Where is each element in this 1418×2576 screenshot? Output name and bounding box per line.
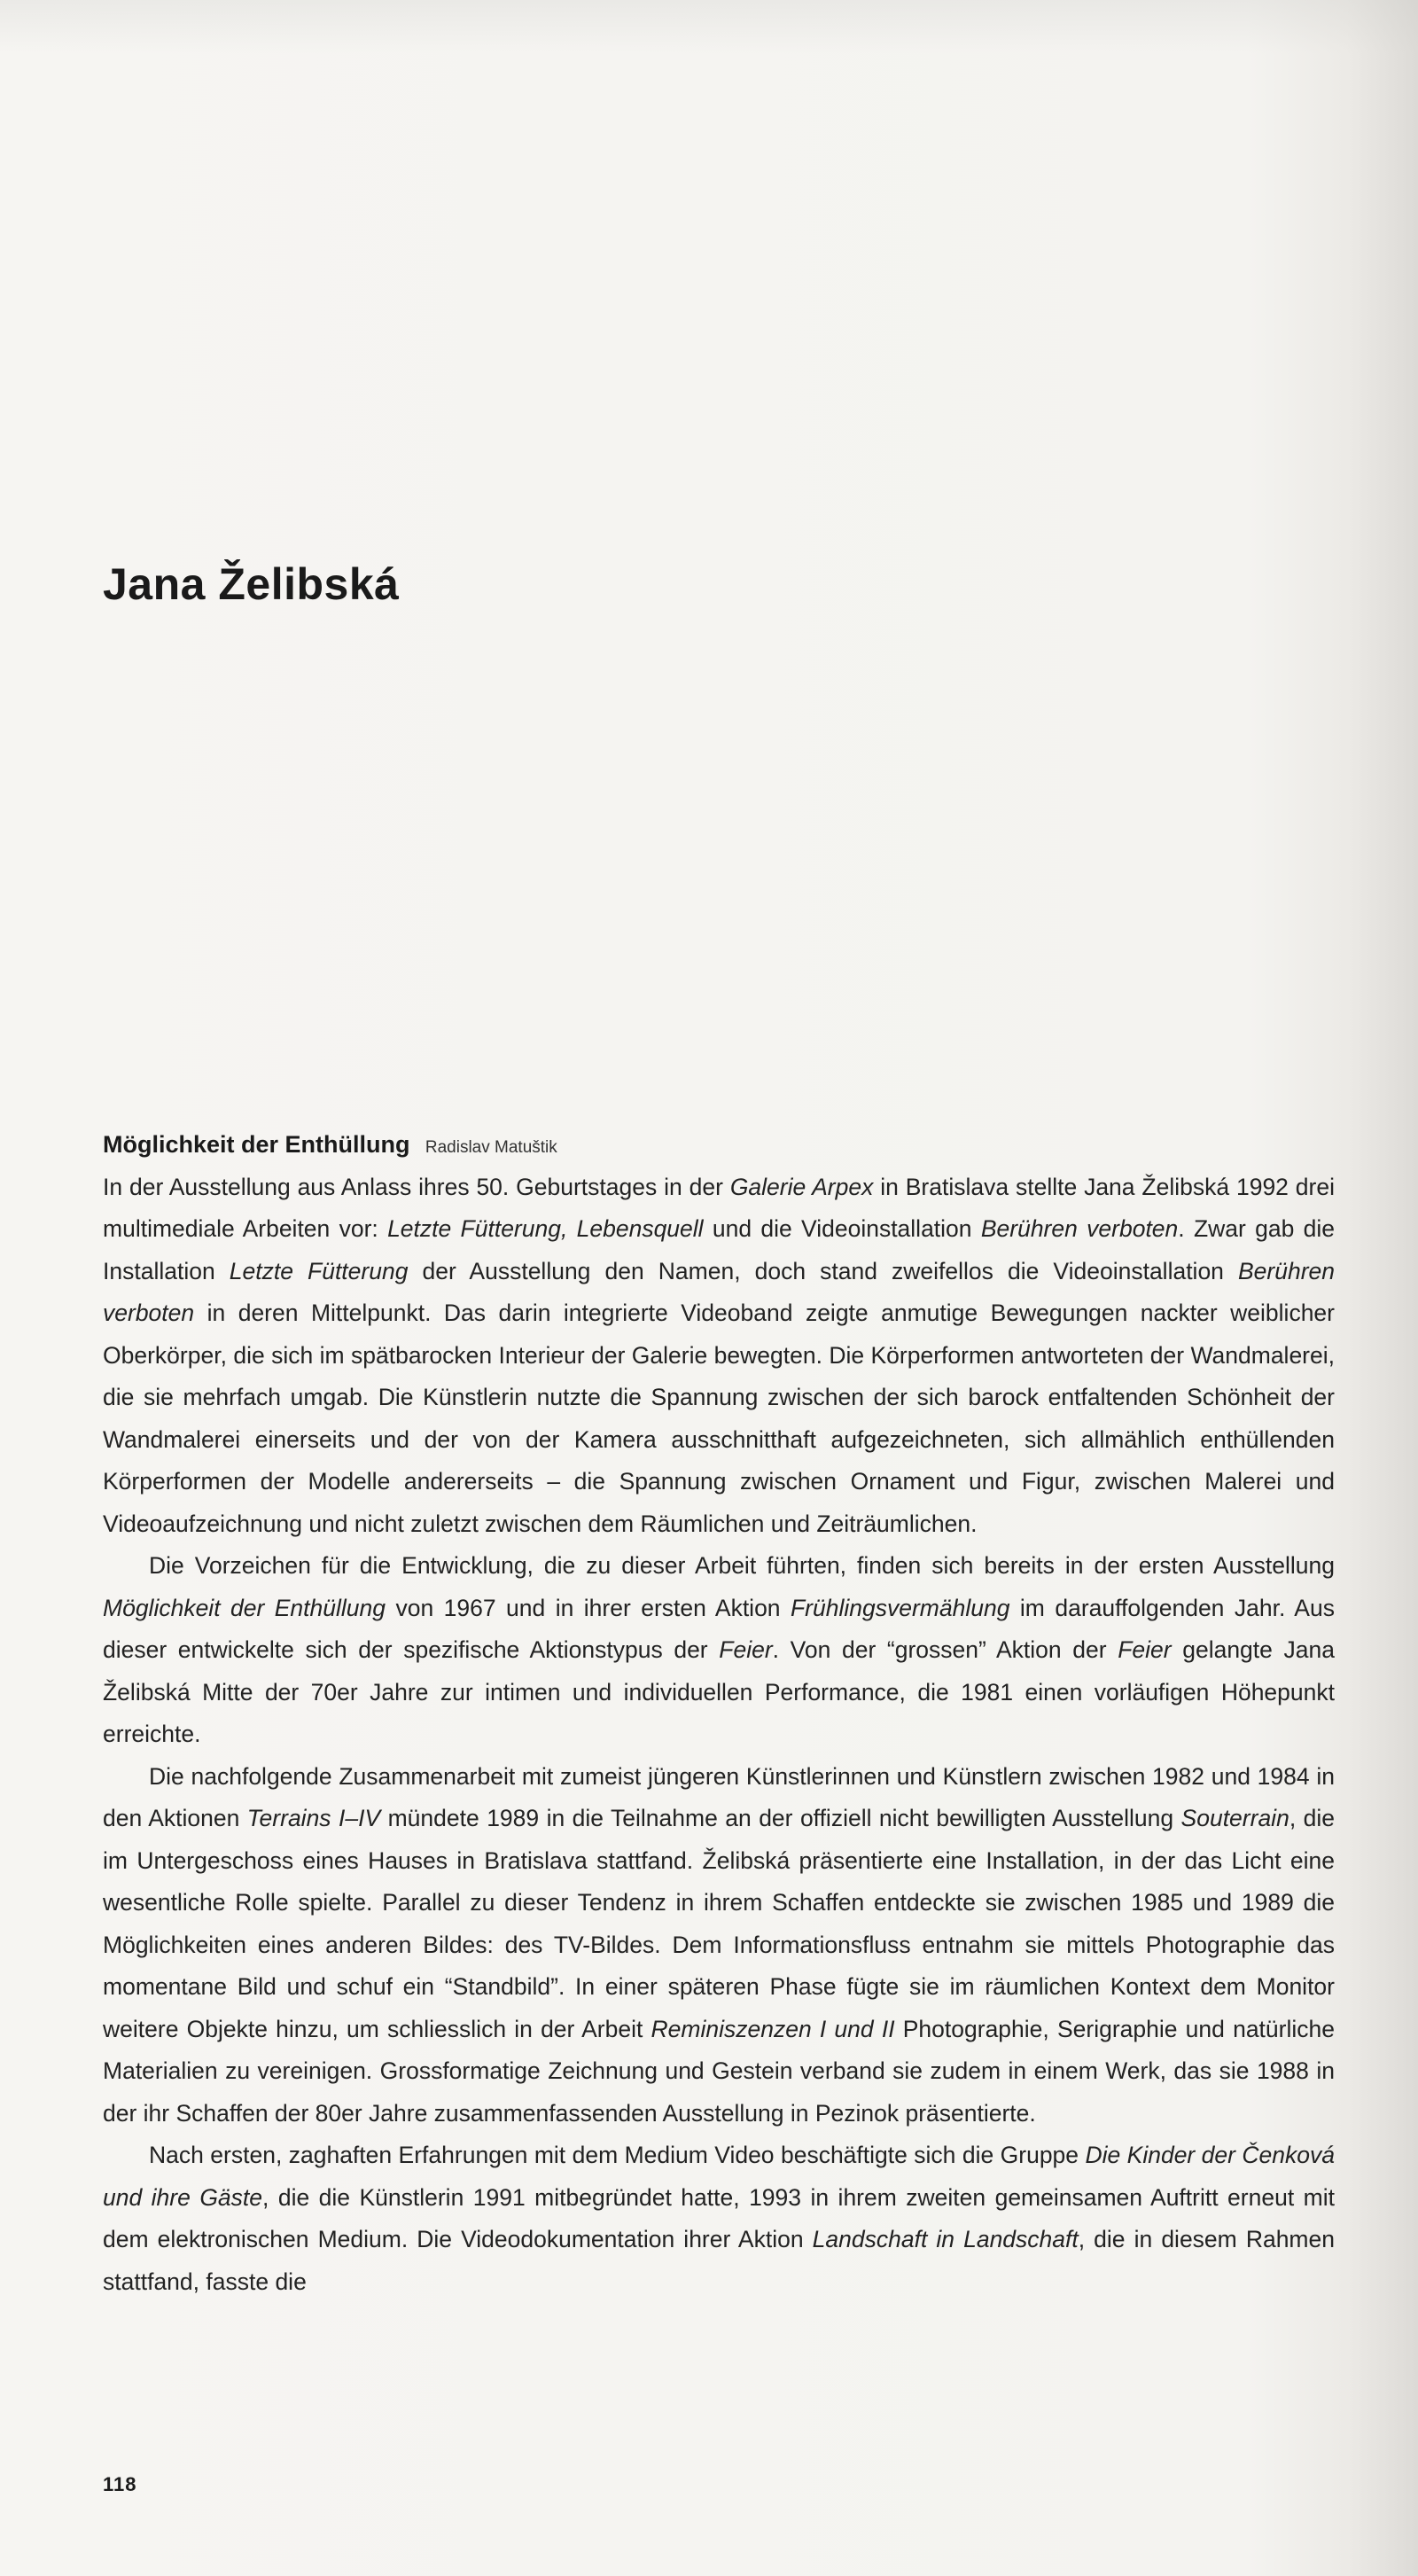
italic-title-run: Terrains I–IV: [246, 1805, 381, 1831]
italic-title-run: Feier: [719, 1636, 773, 1663]
text-run: Nach ersten, zaghaften Erfahrungen mit dem Medium Video beschäftigte sich die Gruppe: [149, 2142, 1086, 2168]
text-run: Die Vorzeichen für die Entwicklung, die zu dieser Arbeit führten, finden sich bereits in der ersten Ausstellung: [149, 1552, 1335, 1579]
italic-title-run: Die Kinder der Čenková und ihre Gäste: [103, 2142, 1336, 2211]
italic-title-run: Landschaft in Landschaft: [812, 2226, 1079, 2252]
text-run: von 1967 und in ihrer ersten Aktion: [386, 1594, 791, 1621]
text-run: , die die Künstlerin 1991 mitbegründet hatte, 1993 in ihrem zweiten gemeinsamen Auftritt erneut mit dem elektronischen Medium. Die Videodokumentation ihrer Aktion: [103, 2183, 1335, 2252]
italic-title-run: Feier: [1118, 1636, 1172, 1663]
text-run: in Bratislava stellte Jana Želibská 1992 drei multimediale Arbeiten vor:: [103, 1173, 1335, 1242]
body-paragraph: [103, 1545, 1335, 1756]
article-heading: [103, 1124, 1335, 1167]
italic-title-run: Souterrain: [1180, 1805, 1289, 1831]
text-run: der Ausstellung den Namen, doch stand zweifellos die Videoinstallation: [408, 1257, 1238, 1284]
italic-title-run: Möglichkeit der Enthüllung: [103, 1594, 386, 1621]
article-body: [103, 1167, 1335, 2304]
text-run: Photographie, Serigraphie und natürliche Materialien zu vereinigen. Grossformatige Zeichnung und Gestein verband sie zudem in einem Werk, das sie 1988 in der ihr Schaffen der 80er Jahre zusammenfassenden Ausstellung in Pezinok präsentierte.: [103, 2015, 1335, 2127]
text-run: und die Videoinstallation: [703, 1215, 981, 1242]
article-title: Möglichkeit der Enthüllung: [103, 1131, 410, 1158]
text-run: . Zwar gab die Installation: [103, 1215, 1335, 1284]
text-run: , die in diesem Rahmen stattfand, fasste die: [103, 2226, 1335, 2295]
body-paragraph: [103, 1167, 1335, 1546]
italic-title-run: Reminiszenzen I und II: [651, 2015, 895, 2042]
text-run: im darauffolgenden Jahr. Aus dieser entwickelte sich der spezifische Aktionstypus der: [103, 1594, 1335, 1663]
body-paragraph: [103, 1756, 1335, 2135]
text-run: , die im Untergeschoss eines Hauses in Bratislava stattfand. Želibská präsentierte eine Installation, in der das Licht eine wesentliche Rolle spielte. Parallel zu dieser Tendenz in ihrem Schaffen entdeckte sie zwischen 1985 und 1989 die Möglichkeiten eines anderen Bildes: des TV-Bildes. Dem Informationsfluss entnahm sie mittels Photographie das momentane Bild und schuf ein “Standbild”. In einer späteren Phase fügte sie im räumlichen Kontext dem Monitor weitere Objekte hinzu, um schliesslich in der Arbeit: [103, 1805, 1335, 2042]
text-run: . Von der “grossen” Aktion der: [772, 1636, 1118, 1663]
italic-title-run: Letzte Fütterung, Lebensquell: [387, 1215, 704, 1242]
italic-title-run: Berühren verboten: [103, 1257, 1336, 1326]
text-run: gelangte Jana Želibská Mitte der 70er Jahre zur intimen und individuellen Performance, die 1981 einen vorläufigen Höhepunkt erreichte.: [103, 1636, 1335, 1747]
text-run: in deren Mittelpunkt. Das darin integrierte Videoband zeigte anmutige Bewegungen nackter weiblicher Oberkörper, die sich im spätbarocken Interieur der Galerie bewegten. Die Körperformen antworteten der Wandmalerei, die sie mehrfach umgab. Die Künstlerin nutzte die Spannung zwischen der sich barock entfaltenden Schönheit der Wandmalerei einerseits und der von der Kamera ausschnitthaft aufgezeichneten, sich allmählich enthüllenden Körperformen der Modelle andererseits – die Spannung zwischen Ornament und Figur, zwischen Malerei und Videoaufzeichnung und nicht zuletzt zwischen dem Räumlichen und Zeiträumlichen.: [103, 1300, 1335, 1537]
text-run: mündete 1989 in die Teilnahme an der offiziell nicht bewilligten Ausstellung: [380, 1805, 1181, 1831]
italic-title-run: Letzte Fütterung: [229, 1257, 409, 1284]
article: [103, 1124, 1335, 2303]
text-run: Die nachfolgende Zusammenarbeit mit zumeist jüngeren Künstlerinnen und Künstlern zwischen 1982 und 1984 in den Aktionen: [103, 1762, 1335, 1831]
page-title: Jana Želibská: [103, 559, 400, 609]
body-paragraph: [103, 2135, 1335, 2303]
italic-title-run: Frühlingsvermählung: [791, 1594, 1010, 1621]
italic-title-run: Galerie Arpex: [729, 1173, 874, 1200]
italic-title-run: Berühren verboten: [980, 1215, 1179, 1242]
page-top-shadow: [0, 0, 1418, 53]
page-number: 118: [103, 2473, 137, 2495]
text-run: In der Ausstellung aus Anlass ihres 50. Geburtstages in der: [103, 1173, 730, 1200]
article-author: Radislav Matuštik: [425, 1138, 557, 1157]
